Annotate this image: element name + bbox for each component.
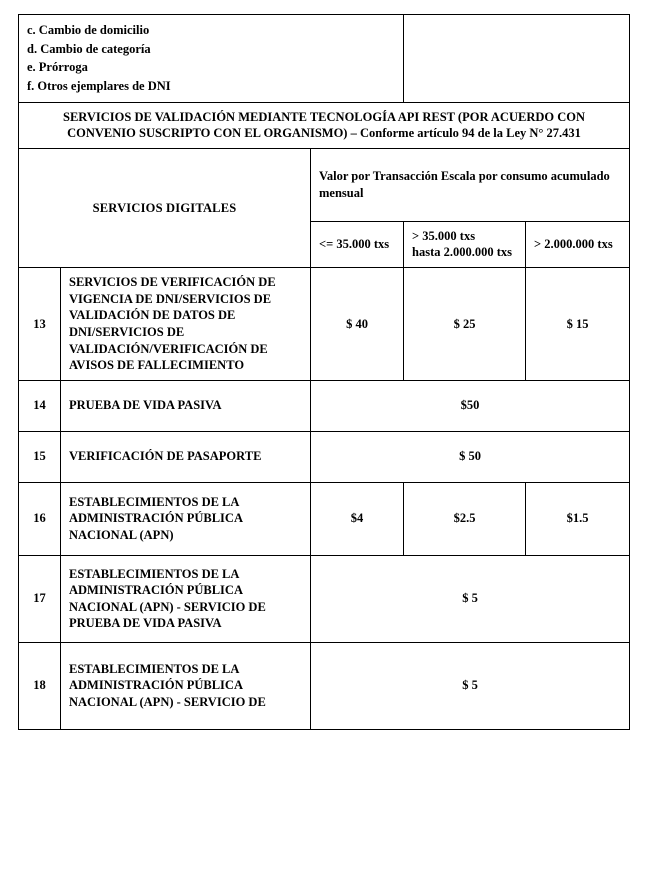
row-description-line: VERIFICACIÓN DE PASAPORTE	[69, 449, 262, 464]
row-description-line: ESTABLECIMIENTOS DE LA	[69, 661, 240, 676]
row-description-line: ESTABLECIMIENTOS DE LA	[69, 566, 240, 581]
row-price: $ 25	[404, 268, 526, 381]
list-item: c. Cambio de domicilio	[27, 23, 150, 37]
row-description-line: AVISOS DE FALLECIMIENTO	[69, 358, 245, 373]
row-price: $4	[311, 482, 404, 555]
table-row	[19, 482, 630, 555]
row-number: 18	[19, 642, 61, 729]
row-description	[61, 642, 311, 729]
row-price: $1.5	[526, 482, 630, 555]
header-range-2-line-2: hasta 2.000.000 txs	[412, 245, 513, 260]
table-row	[19, 555, 630, 642]
header-range-2	[404, 221, 526, 267]
row-description	[61, 268, 311, 381]
row-description	[61, 555, 311, 642]
row-price: $ 40	[311, 268, 404, 381]
banner-cell	[19, 102, 630, 148]
row-number: 15	[19, 431, 61, 482]
row-description-line: NACIONAL (APN) - SERVICIO DE	[69, 695, 266, 710]
row-description-line: NACIONAL (APN)	[69, 528, 174, 543]
row-description-line: VALIDACIÓN/VERIFICACIÓN DE	[69, 341, 268, 356]
row-price: $ 15	[526, 268, 630, 381]
row-description-line: SERVICIOS DE VERIFICACIÓN DE	[69, 275, 276, 289]
top-list-cell	[19, 15, 404, 103]
header-services-digitales: SERVICIOS DIGITALES	[19, 148, 311, 267]
header-range-3-text: > 2.000.000 txs	[534, 237, 613, 252]
table-row	[19, 431, 630, 482]
table-row	[19, 268, 630, 381]
header-range-2-line-1: > 35.000 txs	[412, 228, 476, 243]
list-item: f. Otros ejemplares de DNI	[27, 78, 171, 93]
row-price: $ 5	[311, 555, 630, 642]
row-description-line: VIGENCIA DE DNI/SERVICIOS DE	[69, 291, 272, 306]
row-number: 14	[19, 380, 61, 431]
table-row-header-top	[19, 148, 630, 221]
row-description	[61, 431, 311, 482]
header-range-1-text: <= 35.000 txs	[319, 237, 390, 252]
row-price: $50	[311, 380, 630, 431]
row-description-line: PRUEBA DE VIDA PASIVA	[69, 616, 222, 631]
row-description	[61, 380, 311, 431]
row-description-line: PRUEBA DE VIDA PASIVA	[69, 398, 222, 413]
row-description	[61, 482, 311, 555]
row-price: $2.5	[404, 482, 526, 555]
table-row	[19, 380, 630, 431]
top-list-empty-cell	[404, 15, 630, 103]
table-row	[19, 642, 630, 729]
tariff-table	[18, 14, 630, 730]
row-description-line: ADMINISTRACIÓN PÚBLICA	[69, 583, 243, 598]
banner-line-2: CONVENIO SUSCRIPTO CON EL ORGANISMO) – Conforme artículo 94 de la Ley N° 27.431	[67, 126, 581, 141]
table-row-list	[19, 15, 630, 103]
header-valor-transaccion: Valor por Transacción Escala por consumo acumulado mensual	[311, 148, 630, 221]
list-item: e. Prórroga	[27, 60, 88, 75]
list-item: d. Cambio de categoría	[27, 41, 151, 56]
row-number: 17	[19, 555, 61, 642]
row-description-line: VALIDACIÓN DE DATOS DE	[69, 308, 236, 323]
row-number: 13	[19, 268, 61, 381]
header-range-1	[311, 221, 404, 267]
row-price: $ 50	[311, 431, 630, 482]
row-description-line: ADMINISTRACIÓN PÚBLICA	[69, 511, 243, 526]
row-description-line: DNI/SERVICIOS DE	[69, 324, 185, 339]
row-number: 16	[19, 482, 61, 555]
row-description-line: ADMINISTRACIÓN PÚBLICA	[69, 678, 243, 693]
row-price: $ 5	[311, 642, 630, 729]
header-range-3	[526, 221, 630, 267]
row-description-line: ESTABLECIMIENTOS DE LA	[69, 494, 240, 509]
row-description-line: NACIONAL (APN) - SERVICIO DE	[69, 599, 266, 614]
banner-line-1: SERVICIOS DE VALIDACIÓN MEDIANTE TECNOLOGÍA API REST (POR ACUERDO CON	[63, 109, 586, 124]
table-row-banner	[19, 102, 630, 148]
